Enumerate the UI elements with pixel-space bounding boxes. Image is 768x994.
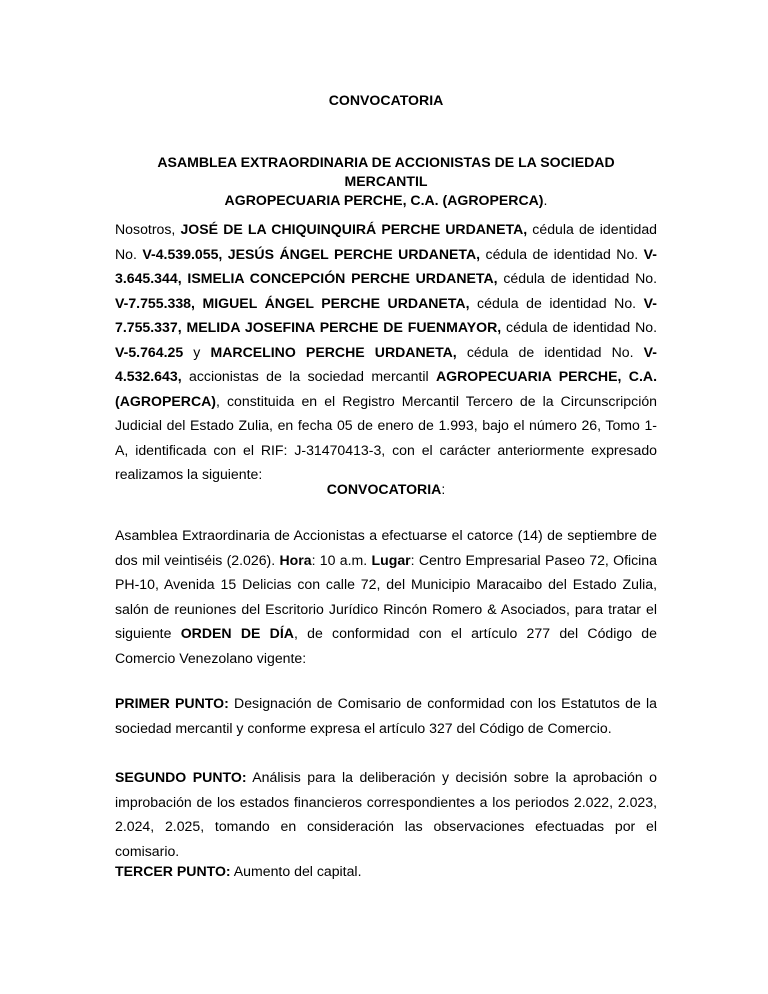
shareholder-name: JOSÉ DE LA CHIQUINQUIRÁ PERCHE URDANETA, [180, 221, 528, 237]
assembly-heading-line2: AGROPECUARIA PERCHE, C.A. (AGROPERCA) [224, 192, 544, 208]
shareholder-name: MARCELINO PERCHE URDANETA, [210, 343, 457, 360]
orden-del-dia-label: ORDEN DE DÍA [180, 625, 294, 641]
punto-2 [115, 765, 657, 863]
punto-2-label: SEGUNDO PUNTO: [115, 769, 247, 785]
punto-3 [115, 859, 657, 884]
convocation-paragraph: Asamblea Extraordinaria de Accionistas a efectuarse el catorce (14) de septiembre de dos mil veintiséis (2.026). Hora: 10 a.m. Lugar: Centro Empresarial Paseo 72, Oficina PH-10, Avenida 15 Delicias con calle 72, del Municipio Maracaibo del Estado Zulia, salón de reuniones del Escritorio Jurídico Rincón Romero & Asociados, para tratar el siguiente ORDEN DE DÍA, de conformidad con el artículo 277 del Código de Comercio Venezolano vigente: [115, 527, 657, 666]
company-name: AGROPECUARIA PERCHE, C.A. (AGROPERCA) [115, 368, 657, 409]
shareholder-name: MIGUEL ÁNGEL PERCHE URDANETA, [202, 294, 470, 311]
lugar-label: Lugar [371, 551, 411, 568]
shareholder-name: JESÚS ÁNGEL PERCHE URDANETA, [227, 245, 481, 262]
convocatoria-heading: CONVOCATORIA: [326, 481, 446, 497]
assembly-heading-line1: ASAMBLEA EXTRAORDINARIA DE ACCIONISTAS DE LA SOCIEDAD MERCANTIL [157, 154, 615, 189]
document-title: CONVOCATORIA [328, 92, 444, 108]
id-number: V-7.755.338, [115, 294, 195, 311]
intro-paragraph: Nosotros, JOSÉ DE LA CHIQUINQUIRÁ PERCHE URDANETA, cédula de identidad No. V-4.539.055, JESÚS ÁNGEL PERCHE URDANETA, cédula de identidad No. V-3.645.344, ISMELIA CONCEPCIÓN PERCHE URDANETA, cédula de identidad No. V-7.755.338, MIGUEL ÁNGEL PERCHE URDANETA, cédula de identidad No. V-7.755.337, MELIDA JOSEFINA PERCHE DE FUENMAYOR, cédula de identidad No. V-5.764.25 y MARCELINO PERCHE URDANETA, cédula de identidad No. V-4.532.643, accionistas de la sociedad mercantil AGROPECUARIA PERCHE, C.A. (AGROPERCA), constituida en el Registro Mercantil Tercero de la Circunscripción Judicial del Estado Zulia, en fecha 05 de enero de 1.993, bajo el número 26, Tomo 1-A, identificada con el RIF: J-31470413-3, con el carácter anteriormente expresado realizamos la siguiente: [115, 221, 658, 482]
punto-3-label: TERCER PUNTO: [115, 863, 231, 879]
shareholder-name: ISMELIA CONCEPCIÓN PERCHE URDANETA, [187, 270, 498, 286]
hora-label: Hora [279, 551, 312, 568]
shareholder-name: MELIDA JOSEFINA PERCHE DE FUENMAYOR, [186, 319, 502, 335]
punto-3-text: Aumento del capital. [230, 863, 362, 879]
punto-1-label: PRIMER PUNTO: [115, 695, 229, 711]
id-number: V-4.539.055, [142, 245, 223, 262]
id-number: V-3.645.344, [115, 245, 657, 286]
id-number: V-7.755.337, [115, 294, 657, 335]
assembly-heading: ASAMBLEA EXTRAORDINARIA DE ACCIONISTAS DE LA SOCIEDAD MERCANTIL AGROPECUARIA PERCHE, C.A. (AGROPERCA). [157, 154, 615, 208]
id-number: V-5.764.25 [115, 343, 184, 360]
punto-1-text: Designación de Comisario de conformidad con los Estatutos de la sociedad mercantil y conforme expresa el artículo 327 del Código de Comercio. [115, 695, 657, 736]
punto-1 [115, 691, 657, 740]
punto-2-text: Análisis para la deliberación y decisión sobre la aprobación o improbación de los estados financieros correspondientes a los periodos 2.022, 2.023, 2.024, 2.025, tomando en consideración las observaciones efectuadas por el comisario. [115, 769, 657, 859]
id-number: V-4.532.643, [115, 343, 657, 384]
